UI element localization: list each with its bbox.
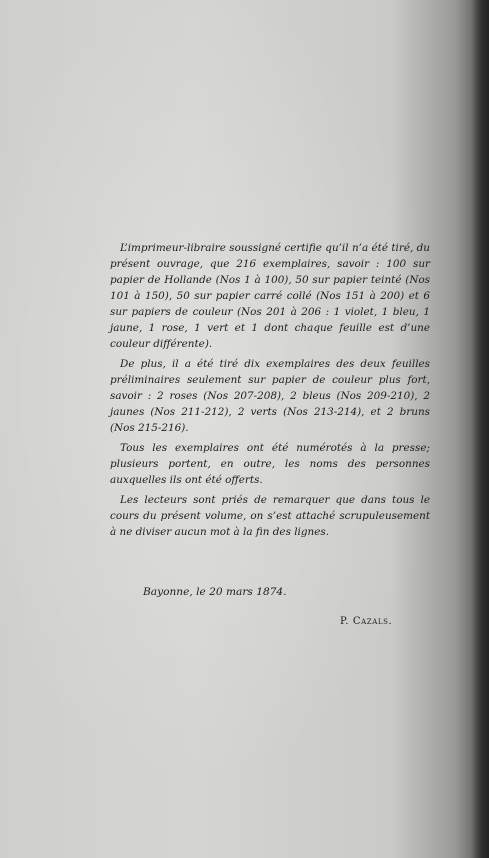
paragraph-print-run: L’imprimeur-libraire soussigné certifie qu’il n’a été tiré, du présent ouvrage, que 216 exemplaires, savoir : 100 sur papier de Hollande (Nos 1 à 100), 50 sur papier teinté (Nos 101 à 150), 50 sur papier carré collé (Nos 151 à 200) et 6 sur papiers de couleur (Nos 201 à 206 : 1 violet, 1 bleu, 1 jaune, 1 rose, 1 vert et 1 dont chaque feuille est d’une couleur différente). <box>110 242 430 350</box>
page-spine-shadow <box>471 0 489 858</box>
place-and-date: Bayonne, le 20 mars 1874. <box>143 586 287 598</box>
signature: P. Cazals. <box>340 616 393 627</box>
paragraph-preliminary-sheets: De plus, il a été tiré dix exemplaires des deux feuilles préliminaires seulement sur papier de couleur plus fort, savoir : 2 roses (Nos 207-208), 2 bleus (Nos 209-210), 2 jaunes (Nos 211-212), 2 verts (Nos 213-214), et 2 bruns (Nos 215-216). <box>110 358 430 434</box>
paragraph-numbering: Tous les exemplaires ont été numérotés à la presse; plusieurs portent, en outre, les noms des personnes auxquelles ils ont été offerts. <box>110 442 430 486</box>
paragraph-hyphenation-note: Les lecteurs sont priés de remarquer que dans tous le cours du présent volume, on s’est attaché scrupuleusement à ne diviser aucun mot à la fin des lignes. <box>110 494 430 538</box>
signoff <box>0 582 489 642</box>
print-run-certificate <box>110 240 430 544</box>
